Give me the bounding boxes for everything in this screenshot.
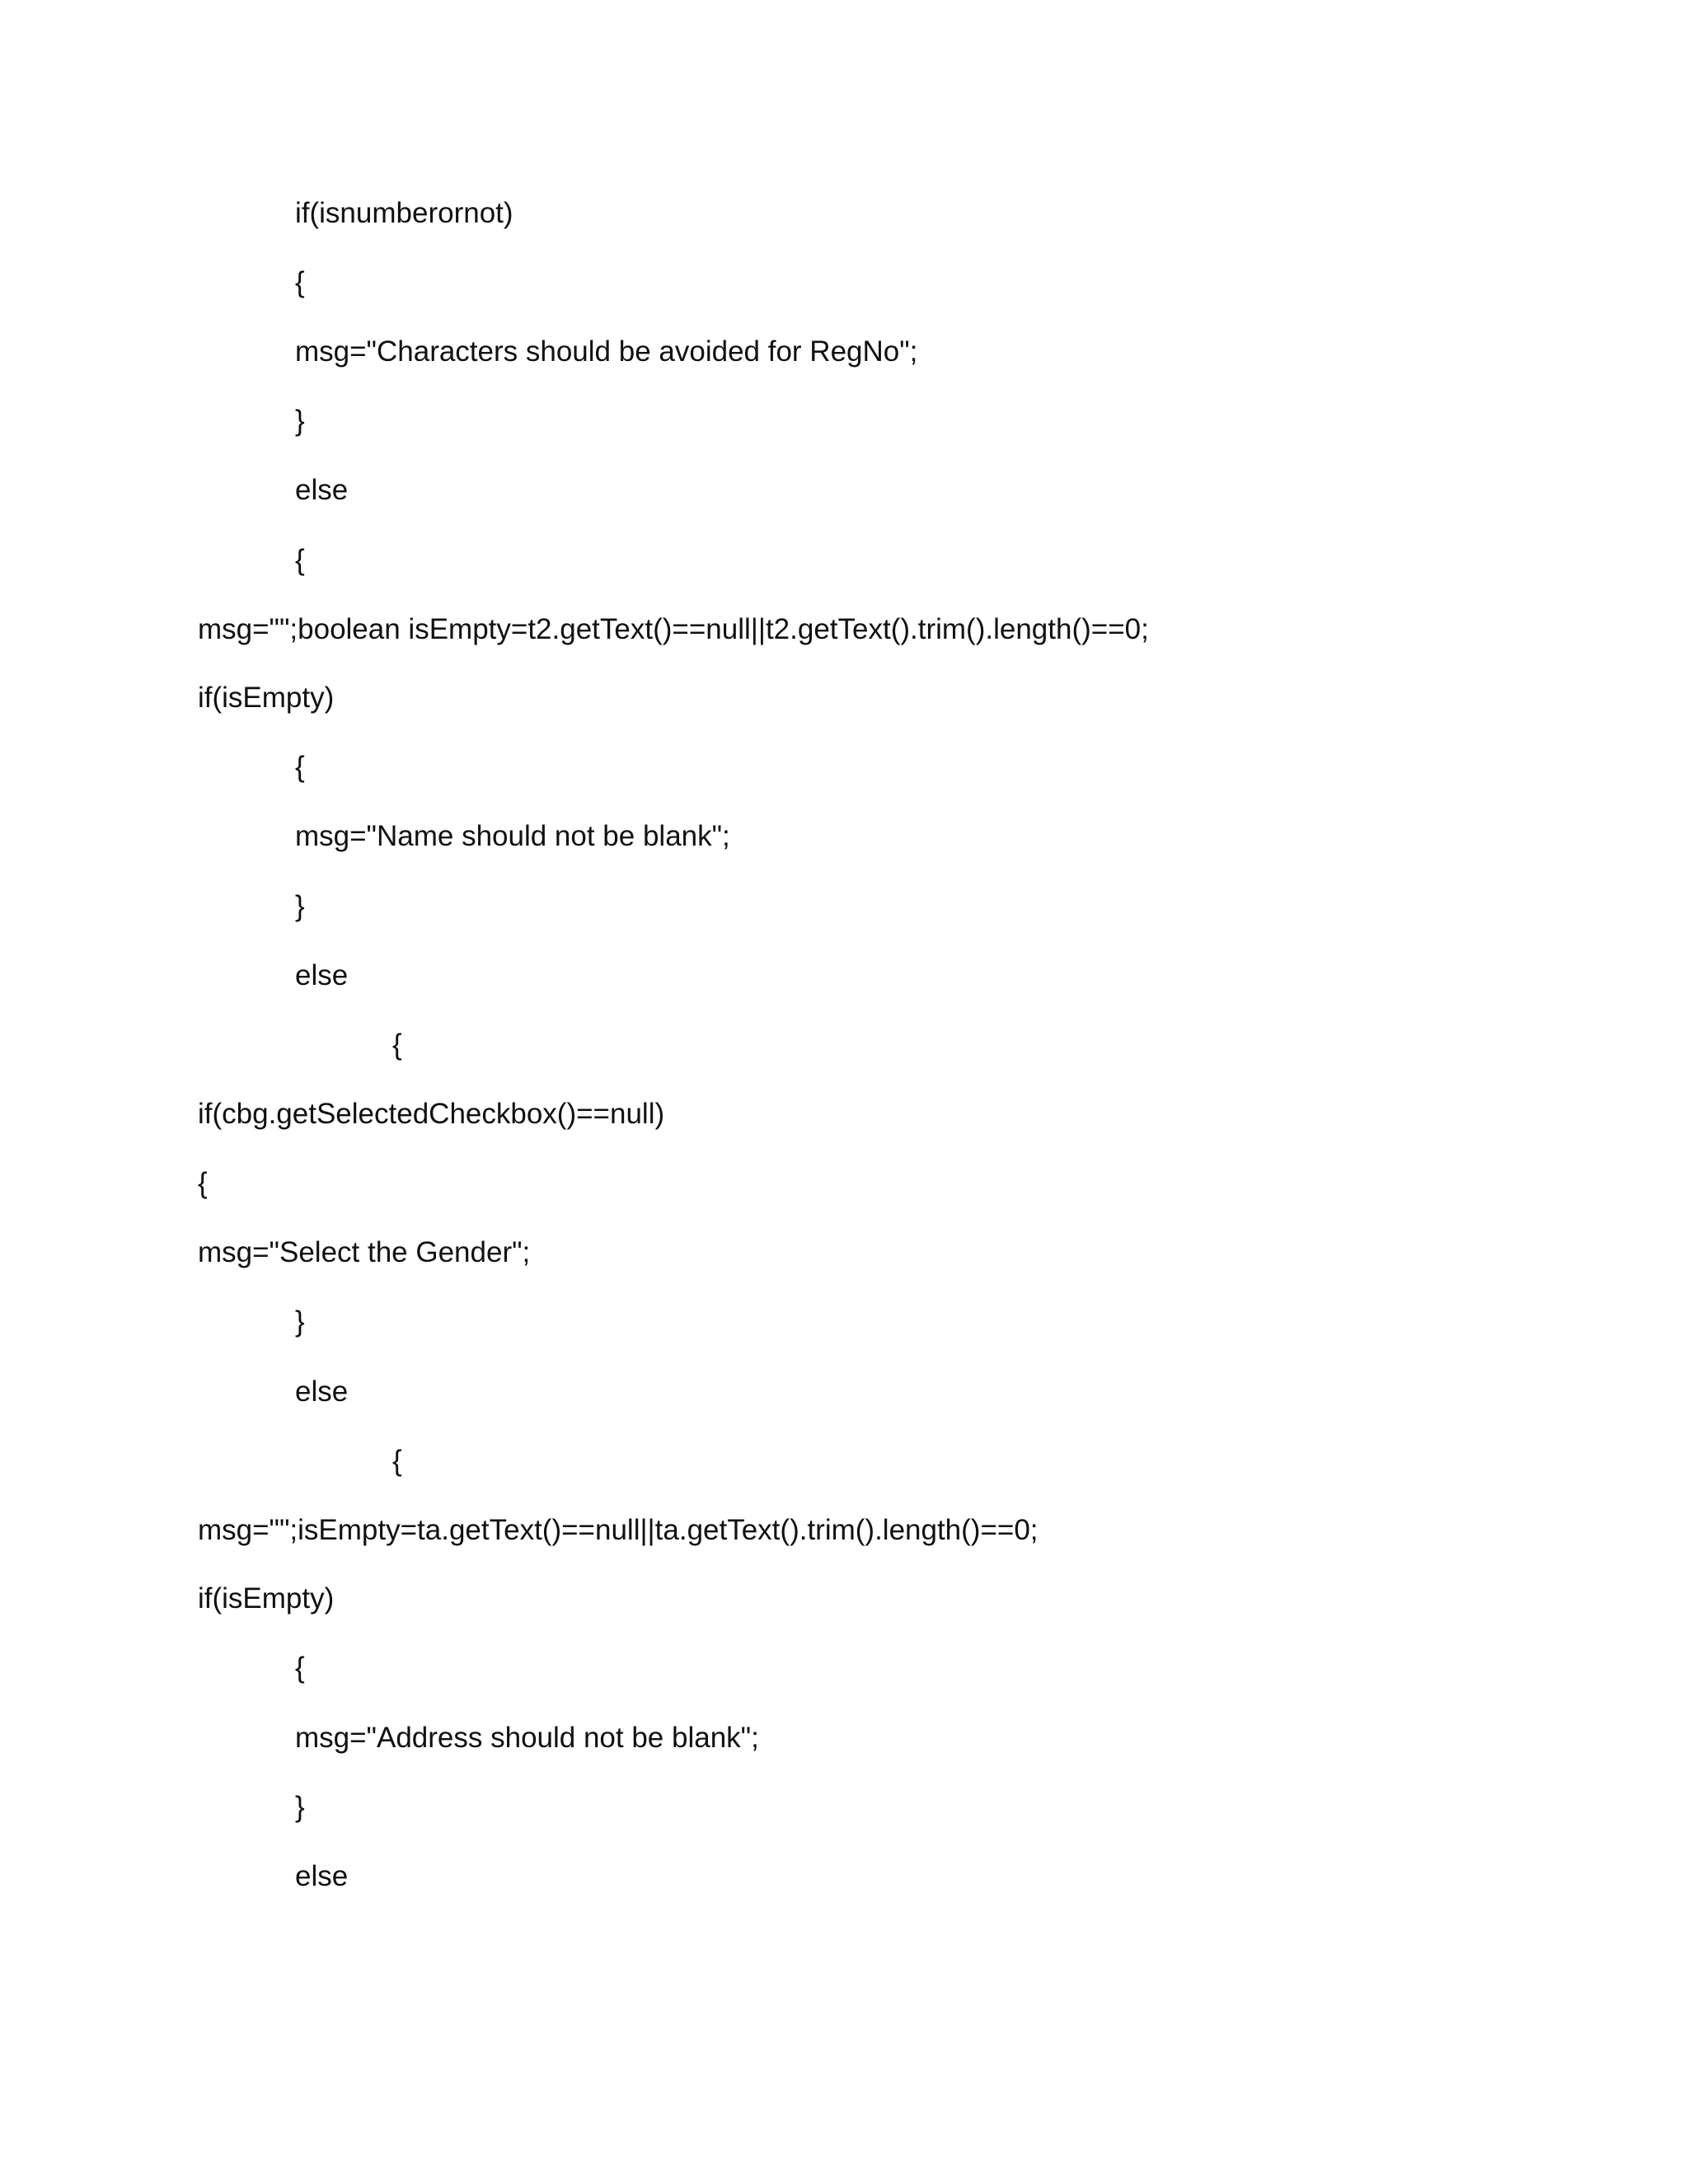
code-line-9: { [295, 751, 305, 783]
code-line-4: } [295, 405, 305, 437]
code-line-23: msg="Address should not be blank"; [295, 1722, 759, 1754]
code-line-10: msg="Name should not be blank"; [295, 820, 730, 852]
code-line-13: { [392, 1029, 402, 1061]
code-line-2: { [295, 266, 305, 298]
code-line-3: msg="Characters should be avoided for RegNo"; [295, 335, 918, 368]
code-line-14: if(cbg.getSelectedCheckbox()==null) [198, 1098, 665, 1130]
code-line-21: if(isEmpty) [198, 1582, 335, 1615]
code-line-25: else [295, 1860, 349, 1892]
code-line-24: } [295, 1791, 305, 1823]
code-line-20: msg="";isEmpty=ta.getText()==null||ta.getText().trim().length()==0; [198, 1514, 1039, 1546]
code-line-6: { [295, 544, 305, 576]
code-line-15: { [198, 1167, 208, 1199]
code-line-11: } [295, 890, 305, 922]
code-line-12: else [295, 959, 349, 991]
code-line-22: { [295, 1652, 305, 1684]
code-line-16: msg="Select the Gender"; [198, 1236, 531, 1268]
code-line-17: } [295, 1305, 305, 1338]
code-line-8: if(isEmpty) [198, 682, 335, 714]
code-line-19: { [392, 1445, 402, 1477]
code-line-5: else [295, 474, 349, 506]
code-line-18: else [295, 1376, 349, 1408]
code-line-7: msg="";boolean isEmpty=t2.getText()==null||t2.getText().trim().length()==0; [198, 613, 1149, 645]
code-line-1: if(isnumberornot) [295, 197, 513, 229]
